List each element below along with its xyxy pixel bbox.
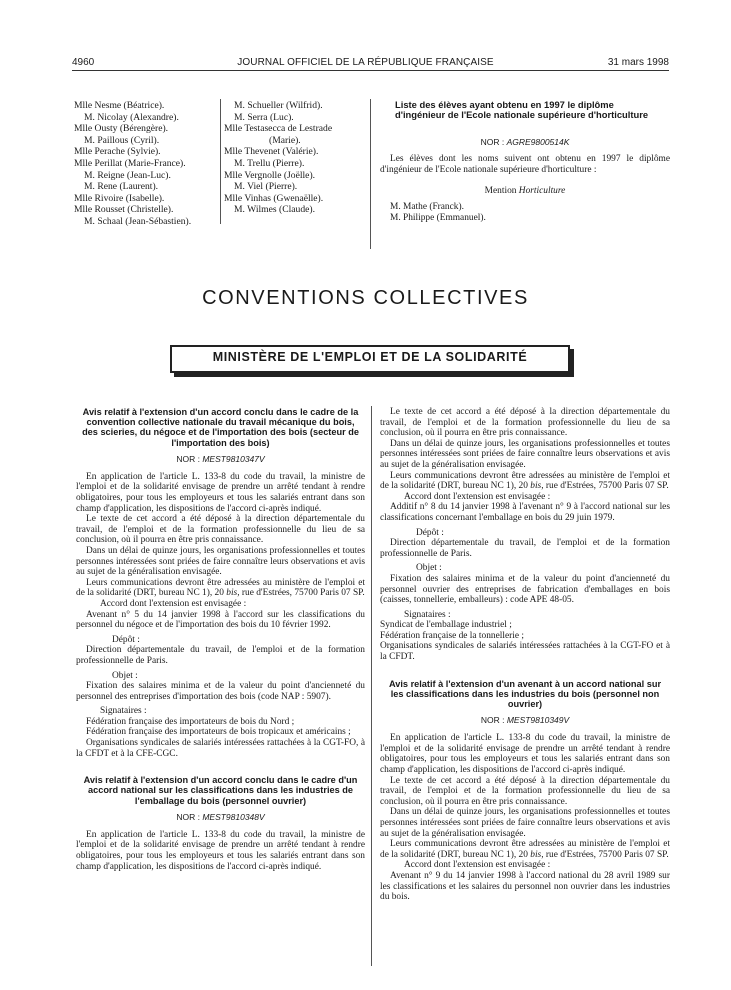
nor-reference <box>76 454 365 464</box>
list-item: M. Schaal (Jean-Sébastien). <box>84 215 192 227</box>
list-item: M. Viel (Pierre). <box>234 181 298 193</box>
horticulture-title: Liste des élèves ayant obtenu en 1997 le diplôme d'ingénieur de l'Ecole nationale supérieure d'horticulture <box>395 99 649 121</box>
nor-reference <box>380 137 670 147</box>
signatory: Organisations syndicales de salariés intéressées rattachées à la CGT-FO et à la CFDT. <box>380 641 670 663</box>
signatory: Syndicat de l'emballage industriel ; <box>380 620 512 631</box>
list-item: Mlle Ousty (Bérengère). <box>74 123 169 135</box>
list-item: Mlle Perillat (Marie-France). <box>74 157 186 169</box>
signataires-label: Signataires : <box>100 706 147 717</box>
paragraph: En application de l'article L. 133-8 du code du travail, la ministre de l'emploi et de la solidarité envisage de prendre un arrêté tendant à rendre obligatoires, pour tous les employeurs et tous les salariés entrant dans son champ d'application, les dispositions de l'accord ci-après indiqué. <box>76 471 365 514</box>
accord-text: Additif n° 8 du 14 janvier 1998 à l'avenant n° 9 à l'accord national sur les classifications concernant l'emballage en bois du 29 juin 1979. <box>380 502 670 523</box>
list-item: M. Trellu (Pierre). <box>234 157 305 169</box>
avis3-title: Avis relatif à l'extension d'un avenant à un accord national sur les classifications dans les industries du bois (personnel non ouvrier) <box>388 678 662 710</box>
signatory: Organisations syndicales de salariés intéressées rattachées à la CGT-FO, à la CFDT et à la CFE-CGC. <box>76 738 365 759</box>
horticulture-names <box>380 202 670 223</box>
avis2-title: Avis relatif à l'extension d'un accord conclu dans le cadre d'un accord national sur les classifications dans les industries de l'emballage du bois (personnel ouvrier) <box>83 775 358 806</box>
list-item: M. Serra (Luc). <box>234 111 294 123</box>
list-item: M. Schueller (Wilfrid). <box>234 100 323 111</box>
nor-code: MEST9810349V <box>506 715 570 726</box>
depot-label: Dépôt : <box>112 634 140 645</box>
page-number: 4960 <box>72 57 95 68</box>
issue-date: 31 mars 1998 <box>607 57 669 68</box>
list-item: M. Mathe (Franck). <box>390 202 464 212</box>
signatory: Fédération française des importateurs de bois du Nord ; <box>86 716 295 727</box>
graduate-list-col2 <box>224 100 365 216</box>
paragraph: Le texte de cet accord a été déposé à la direction départementale du travail, de l'emploi et de la formation professionnelle du lieu de sa conclusion, où il pourra en être pris connaissance. <box>380 407 670 439</box>
paragraph: Dans un délai de quinze jours, les organisations professionnelles et toutes personnes intéressées sont priées de faire connaître leurs observations et avis au sujet de la généralisation envisagée. <box>76 545 365 578</box>
nor-reference <box>76 812 365 822</box>
depot-text: Direction départementale du travail, de l'emploi et de la formation professionnelle de Paris. <box>76 645 365 666</box>
list-item: Mlle Rivoire (Isabelle). <box>74 192 165 204</box>
column-divider <box>371 406 372 966</box>
list-item: M. Wilmes (Claude). <box>234 204 315 216</box>
graduate-list-col1 <box>74 100 220 228</box>
mention-value: Horticulture <box>518 186 566 196</box>
nor-code: MEST9810347V <box>202 453 265 464</box>
journal-title: JOURNAL OFFICIEL DE LA RÉPUBLIQUE FRANÇAISE <box>237 57 494 68</box>
paragraph: Le texte de cet accord a été déposé à la direction départementale du travail, de l'emploi et de la formation professionnelle du lieu de sa conclusion, où il pourra en être pris connaissance. <box>380 775 670 807</box>
list-item: M. Reigne (Jean-Luc). <box>84 169 171 181</box>
accord-text: Avenant n° 5 du 14 janvier 1998 à l'accord sur les classifications du personnel du négoce et de l'importation des bois du 10 février 1992. <box>76 609 365 631</box>
right-column <box>380 407 670 903</box>
objet-label: Objet : <box>112 670 138 681</box>
list-item: M. Paillous (Cyril). <box>84 134 160 146</box>
list-item: M. Philippe (Emmanuel). <box>390 212 486 223</box>
nor-label: NOR : <box>176 453 200 464</box>
paragraph: Dans un délai de quinze jours, les organisations professionnelles et toutes personnes intéressées sont priées de faire connaître leurs observations et avis au sujet de la généralisation envisagée. <box>380 438 670 470</box>
mention-label: Mention <box>484 186 517 196</box>
objet-text: Fixation des salaires minima et de la valeur du point d'ancienneté du personnel des entreprises d'importation des bois (code NAP : 5907). <box>76 681 365 702</box>
signatory: Fédération française des importateurs de bois tropicaux et américains ; <box>86 727 351 738</box>
mention <box>380 186 670 197</box>
signataires-label: Signataires : <box>404 609 451 620</box>
list-item: Mlle Vergnolle (Joëlle). <box>224 169 316 181</box>
section-title: CONVENTIONS COLLECTIVES <box>202 287 529 309</box>
list-item: Mlle Testasecca de Lestrade <box>224 123 333 135</box>
nor-label: NOR : <box>480 137 505 147</box>
column-divider <box>220 99 221 224</box>
left-column <box>76 407 365 872</box>
list-item: Mlle Thevenet (Valérie). <box>224 146 319 158</box>
paragraph: En application de l'article L. 133-8 du code du travail, la ministre de l'emploi et de la solidarité envisage de prendre un arrêté tendant à rendre obligatoires, pour tous les employeurs et tous les salariés entrant dans son champ d'application, les dispositions de l'accord ci-après indiqué. <box>380 733 670 776</box>
paragraph: Leurs communications devront être adressées au ministère de l'emploi et de la solidarité (DRT, bureau NC 1), 20 bis, rue d'Estrées, 75700 Paris 07 SP. <box>76 577 365 599</box>
objet-text: Fixation des salaires minima et de la valeur du point d'ancienneté du personnel ouvrier des entreprises de fabrication d'emballages en bois (caisses, tonnellerie, emballeurs) : code APE 48-05. <box>380 573 670 606</box>
ministry-title: MINISTÈRE DE L'EMPLOI ET DE LA SOLIDARITÉ <box>212 350 528 364</box>
header-rule <box>72 70 669 71</box>
paragraph: Dans un délai de quinze jours, les organisations professionnelles et toutes personnes intéressées sont priées de faire connaître leurs observations et avis au sujet de la généralisation envisagée. <box>380 807 670 839</box>
accord-text: Avenant n° 9 du 14 janvier 1998 à l'accord national du 28 avril 1989 sur les classifications et les salaires du personnel non ouvrier dans les industries du bois. <box>380 870 670 903</box>
nor-code: AGRE9800514K <box>506 137 570 147</box>
list-item: Mlle Nesme (Béatrice). <box>74 100 165 111</box>
paragraph: Leurs communications devront être adressées au ministère de l'emploi et de la solidarité (DRT, bureau NC 1), 20 bis, rue d'Estrées, 75700 Paris 07 SP. <box>380 470 670 492</box>
depot-label: Dépôt : <box>416 527 444 538</box>
list-item: (Marie). <box>269 134 301 146</box>
nor-code: MEST9810348V <box>202 811 265 822</box>
list-item: Mlle Perache (Sylvie). <box>74 146 161 158</box>
nor-label: NOR : <box>176 811 200 822</box>
objet-label: Objet : <box>416 563 442 574</box>
list-item: Mlle Rousset (Christelle). <box>74 204 174 216</box>
nor-reference <box>380 715 670 725</box>
paragraph: Le texte de cet accord a été déposé à la direction départementale du travail, de l'emploi et de la formation professionnelle du lieu de sa conclusion, où il pourra en être pris connaissance. <box>76 514 365 546</box>
column-divider <box>370 99 371 249</box>
accord-label: Accord dont l'extension est envisagée : <box>100 598 247 609</box>
avis1-title: Avis relatif à l'extension d'un accord conclu dans le cadre de la convention collective nationale du travail mécanique du bois, des scieries, du négoce et de l'importation des bois (secteur de l'importation des bois) <box>82 407 359 448</box>
accord-label: Accord dont l'extension est envisagée : <box>404 491 551 502</box>
signatory: Fédération française de la tonnellerie ; <box>380 630 524 641</box>
list-item: M. Rene (Laurent). <box>84 181 159 193</box>
list-item: M. Nicolay (Alexandre). <box>84 111 179 123</box>
paragraph: En application de l'article L. 133-8 du code du travail, la ministre de l'emploi et de la solidarité envisage de prendre un arrêté tendant à rendre obligatoires, pour tous les employeurs et tous les salariés entrant dans son champ d'application, les dispositions de l'accord ci-après indiqué. <box>76 829 365 872</box>
accord-label: Accord dont l'extension est envisagée : <box>404 860 551 871</box>
paragraph: Leurs communications devront être adressées au ministère de l'emploi et de la solidarité (DRT, bureau NC 1), 20 bis, rue d'Estrées, 75700 Paris 07 SP. <box>380 839 670 860</box>
horticulture-intro: Les élèves dont les noms suivent ont obtenu en 1997 le diplôme d'ingénieur de l'Ecole nationale supérieure d'horticulture : <box>380 154 670 175</box>
depot-text: Direction départementale du travail, de l'emploi et de la formation professionnelle de Paris. <box>380 538 670 559</box>
nor-label: NOR : <box>480 715 505 726</box>
list-item: Mlle Vinhas (Gwenaëlle). <box>224 192 324 204</box>
